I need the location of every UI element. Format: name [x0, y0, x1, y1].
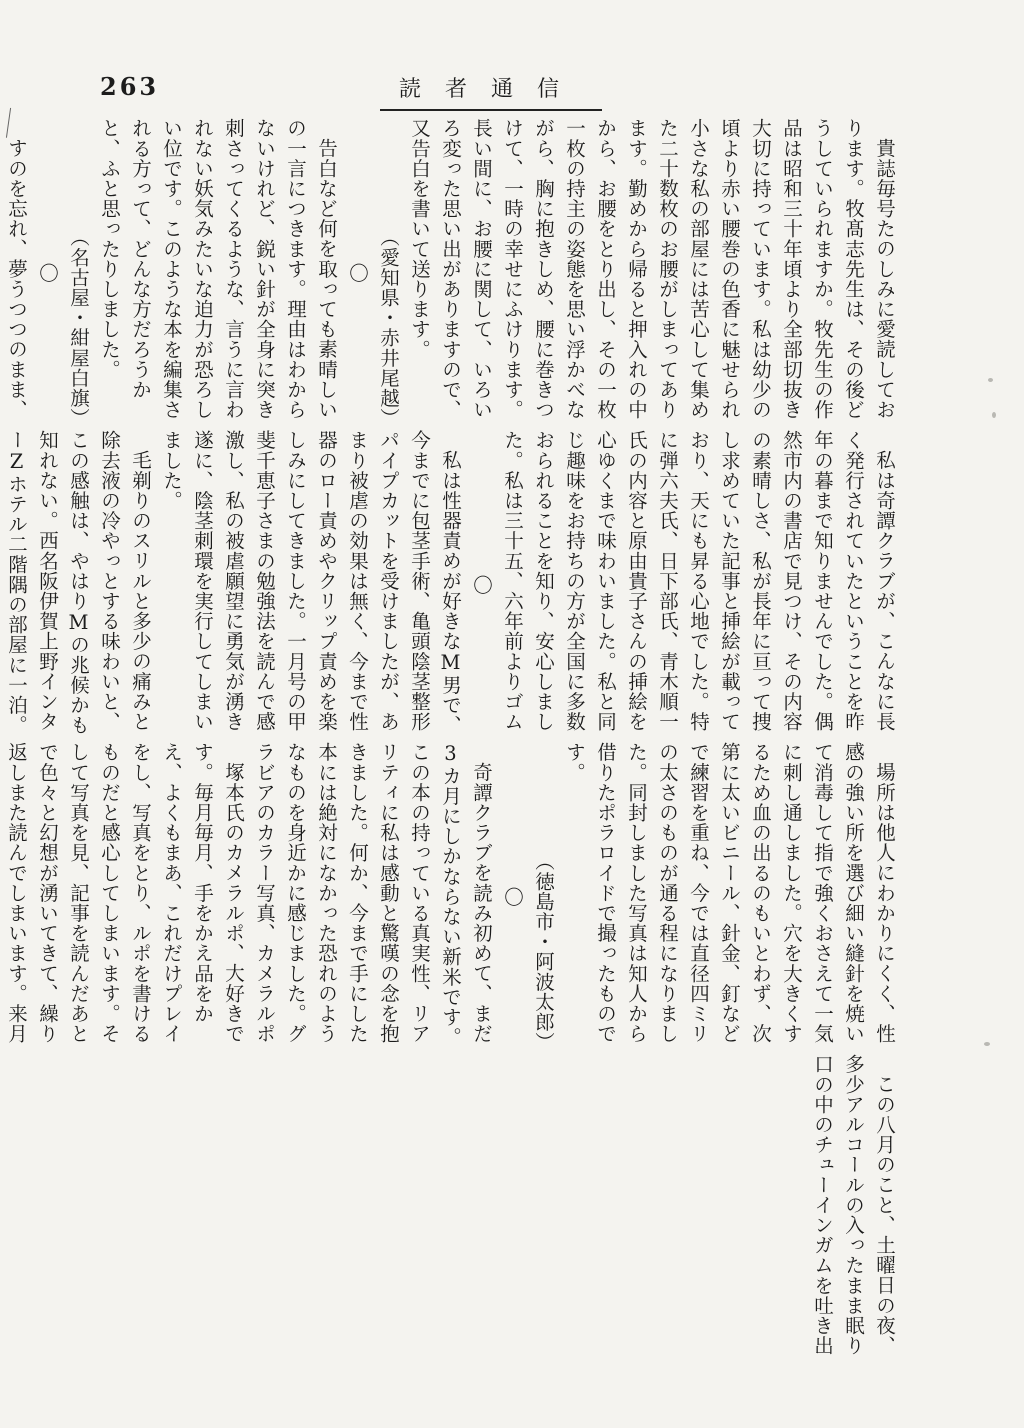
- paper-speck: [992, 412, 996, 418]
- letter-paragraph: すのを忘れ、夢うつつのまま、: [5, 137, 28, 419]
- letter-separator: 〇: [36, 262, 59, 284]
- letter-separator: 〇: [346, 262, 369, 284]
- letter-paragraph: 塚本氏のカメラルポ、大好きです。毎月毎月、手をかえ品をかえ、よくもまあ、これだけプレイをし、写真をとり、ルポを書けるものだと感心してしまいます。そして写真を見、記事を読んだあとで色々と幻想が湧いてきて、繰り返しまた読んでしまいます。来月: [5, 742, 245, 1044]
- letter-signature: （名古屋・紺屋白旗）: [67, 227, 90, 428]
- letter-paragraph: この八月のこと、土曜日の夜、多少アルコールの入ったまま眠り口の中のチューインガムを吐き出: [811, 1054, 896, 1356]
- letter-separator: 〇: [470, 574, 493, 596]
- letter-paragraph: 私は奇譚クラブが、こんなに長く発行されていたということを昨年の暮まで知りませんでした。偶然市内の書店で見つけ、その内容の素晴しさ、私が長年に亘って捜し求めていた記事と挿絵が載っており、天にも昇る心地でした。特に弾六夫氏、日下部氏、青木順一氏の内容と原由貴子さんの挿絵を心ゆくまで味わいました。私と同じ趣味をお持ちの方が全国に多数おられることを知り、安心しました。私は三十五、六年前よりゴム: [501, 430, 896, 732]
- letter-paragraph: 毛剃りのスリルと多少の痛みと除去液の冷やっとする味わいと、この感触は、やはりMの兆候かも知れない。西名阪伊賀上野インターZホテル二階隅の部屋に一泊。: [5, 430, 152, 735]
- text-band-1: [5, 118, 900, 428]
- text-band-3: [5, 742, 900, 1052]
- letter-paragraph: 告白など何を取っても素晴しいの一言につきます。理由はわからないけれど、鋭い針が全身に突き刺さってくるような、言うに言われない妖気みたいな迫力が恐ろしい位です。このような本を編集される方って、どんな方だろうかと、ふと思ったりしました。: [98, 118, 338, 420]
- running-title: 読者通信: [380, 72, 602, 111]
- letter-paragraph: 奇譚クラブを読み初めて、まだ3カ月にしかならない新米です。この本の持っている真実性、リアリティに私は感動と驚嘆の念を抱きました。何か、今まで手にした本には絶対になかった恐れのようなものを身近かに感じました。グラビアのカラー写真、カメラルポ: [253, 742, 493, 1047]
- letter-separator: 〇: [501, 886, 524, 908]
- paper-speck: [988, 378, 993, 382]
- letter-paragraph: 貴誌毎号たのしみに愛読しております。牧髙志先生は、その後どうしていられますか。牧先生の作品は昭和三十年頃より全部切抜き大切に持っています。私は幼少の頃より赤い腰巻の色香に魅せられ小さな私の部屋には苦心して集めた二十数枚のお腰がしまってあります。勤めから帰ると押入れの中から、お腰をとり出し、その一枚一枚の持主の姿態を思い浮かべながら、胸に抱きしめ、腰に巻きつけて、一時の幸せにふけります。長い間に、お腰に関して、いろいろ変った思い出がありますので、又告白を書いて送ります。: [408, 118, 896, 420]
- letter-paragraph: 私は性器責めが好きなM男で、今までに包茎手術、亀頭陰茎整形パイプカットを受けましたが、あまり被虐の効果は無く、今まで性器のロー責めやクリップ責めを楽しみにしてきました。一月号の甲斐千恵子さまの勉強法を読んで感激し、私の被虐願望に勇気が湧き遂に、陰茎刺環を実行してしまいました。: [160, 430, 462, 735]
- paper-speck: [984, 1042, 990, 1046]
- text-band-2: [5, 430, 900, 740]
- letter-signature: （愛知県・赤井尾越）: [377, 227, 400, 428]
- letter-signature: （徳島市・阿波太郎）: [532, 851, 555, 1052]
- text-band-4: [100, 1054, 900, 1374]
- letter-paragraph: 場所は他人にわかりにくく、性感の強い所を選び細い縫針を焼いて消毒して指で強くおさえて一気に刺し通しました。穴を大きくするため血の出るのもいとわず、次第に太いビニール、針金、釘などで練習を重ね、今では直径四ミリの太さのものが通る程になりました。同封しました写真は知人から借りたポラロイドで撮ったものです。: [563, 742, 896, 1044]
- page-number: 263: [100, 72, 160, 101]
